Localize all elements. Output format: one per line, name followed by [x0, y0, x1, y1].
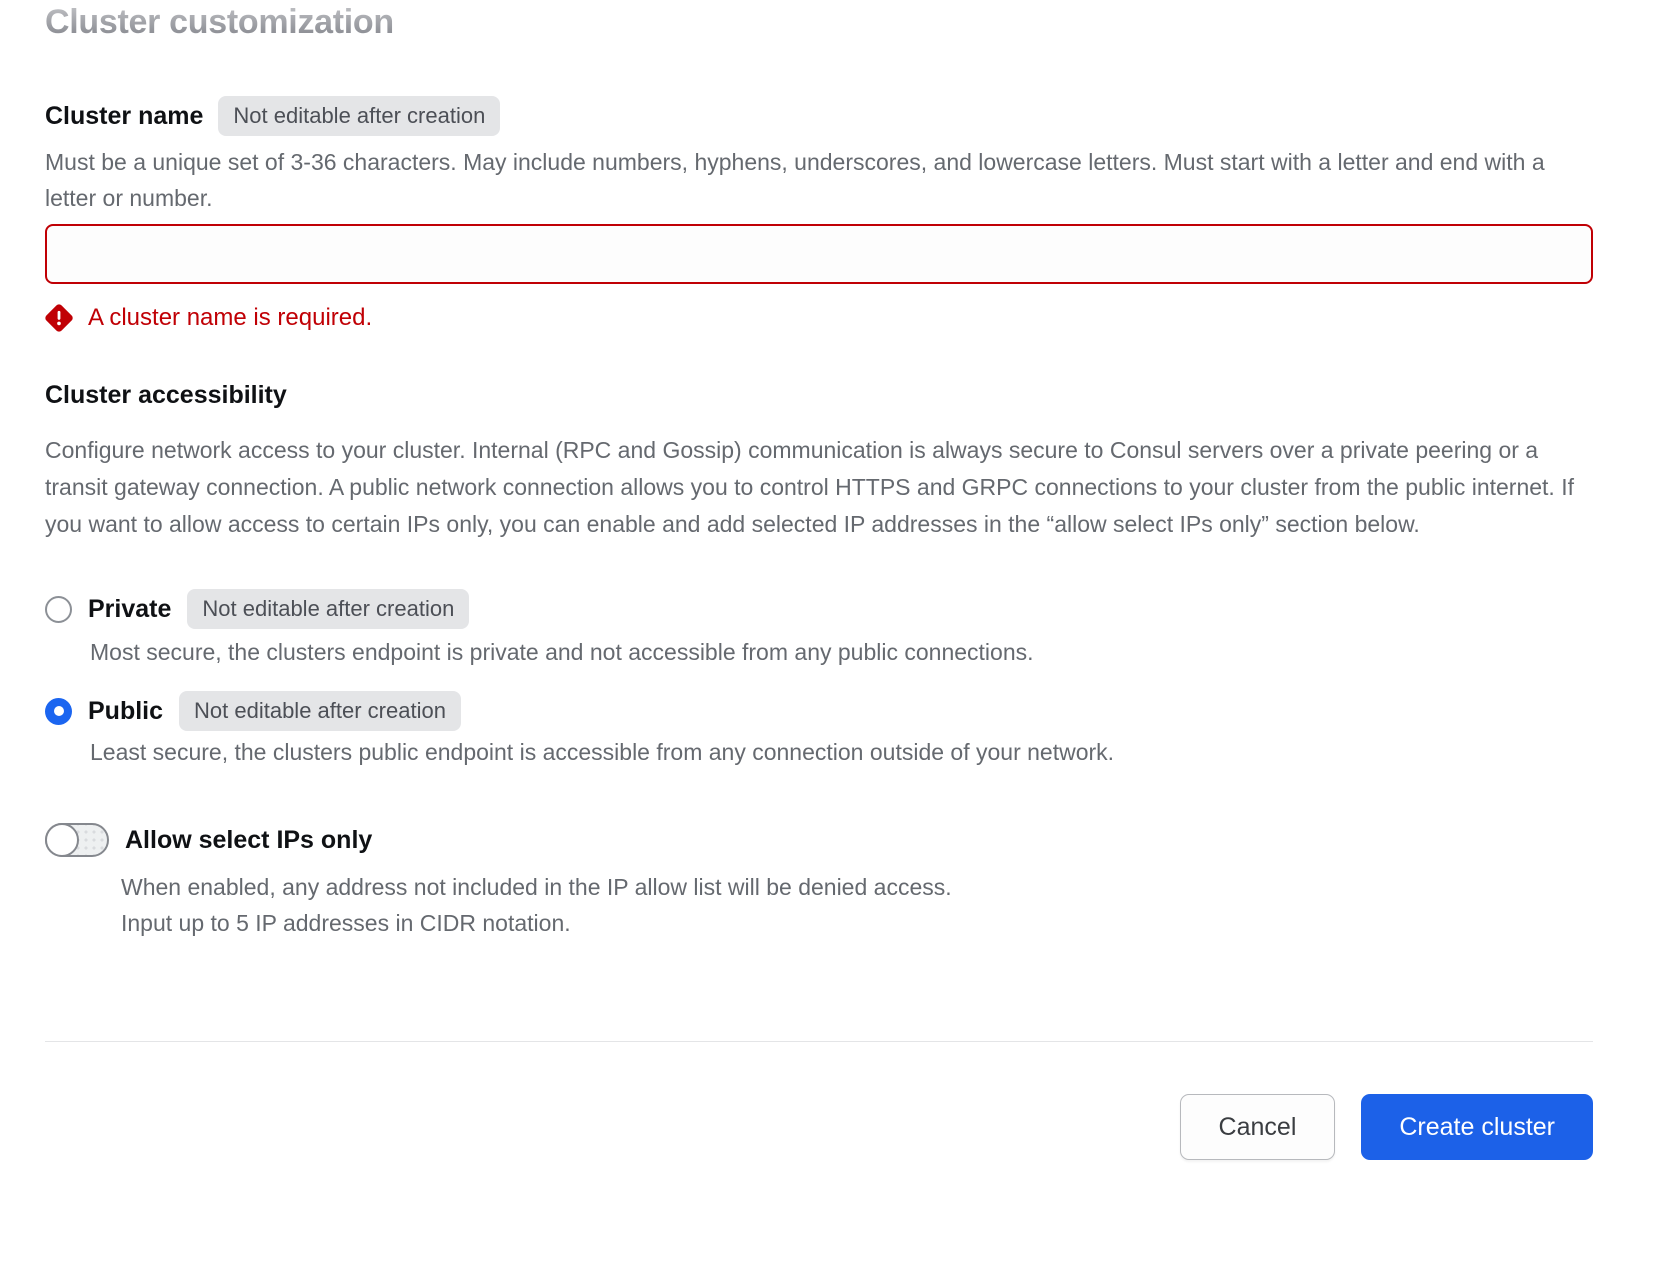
- radio-public-control[interactable]: [45, 698, 72, 725]
- cluster-name-label: Cluster name: [45, 101, 204, 130]
- footer-divider: [45, 1041, 1593, 1042]
- not-editable-badge: Not editable after creation: [218, 96, 500, 136]
- allow-select-ips-description-line1: When enabled, any address not included in the IP allow list will be denied access.: [121, 874, 952, 900]
- form-actions: [45, 1094, 1593, 1160]
- radio-private-label[interactable]: Private: [88, 594, 172, 623]
- allow-select-ips-toggle[interactable]: [45, 823, 109, 857]
- cluster-accessibility-description: Configure network access to your cluster. Internal (RPC and Gossip) communication is always secure to Consul servers over a private peering or a transit gateway connection. A public network connection allows you to control HTTPS and GRPC connections to your cluster from the public internet. If you want to allow access to certain IPs only, you can enable and add selected IP addresses in the “allow select IPs only” section below.: [45, 437, 1574, 537]
- allow-select-ips-description-line2: Input up to 5 IP addresses in CIDR notation.: [121, 910, 571, 936]
- cancel-button[interactable]: Cancel: [1180, 1094, 1336, 1160]
- cluster-name-label-row: [45, 96, 1593, 136]
- cluster-name-error-message: A cluster name is required.: [88, 304, 373, 331]
- page-title: Cluster customization: [45, 0, 1593, 42]
- radio-private-description: Most secure, the clusters endpoint is private and not accessible from any public connections.: [90, 639, 1034, 665]
- cluster-name-input[interactable]: [45, 224, 1593, 284]
- not-editable-badge: Not editable after creation: [187, 589, 469, 629]
- allow-select-ips-description: [121, 869, 1593, 941]
- toggle-knob[interactable]: [45, 823, 79, 857]
- cluster-accessibility-label: Cluster accessibility: [45, 381, 287, 409]
- alert-diamond-icon: [45, 304, 73, 332]
- radio-public-description: Least secure, the clusters public endpoint is accessible from any connection outside of your network.: [90, 739, 1115, 765]
- allow-select-ips-row: [45, 823, 1593, 857]
- radio-option-public[interactable]: [45, 691, 1593, 731]
- not-editable-badge: Not editable after creation: [179, 691, 461, 731]
- radio-option-private[interactable]: [45, 589, 1593, 629]
- allow-select-ips-label[interactable]: Allow select IPs only: [125, 825, 373, 854]
- create-cluster-button[interactable]: Create cluster: [1361, 1094, 1593, 1160]
- cluster-name-help-text: Must be a unique set of 3-36 characters. May include numbers, hyphens, underscores, and lowercase letters. Must start with a letter and end with a letter or number.: [45, 149, 1545, 211]
- cluster-name-error-row: [45, 304, 1593, 332]
- radio-public-label[interactable]: Public: [88, 696, 164, 725]
- radio-private-control[interactable]: [45, 596, 72, 623]
